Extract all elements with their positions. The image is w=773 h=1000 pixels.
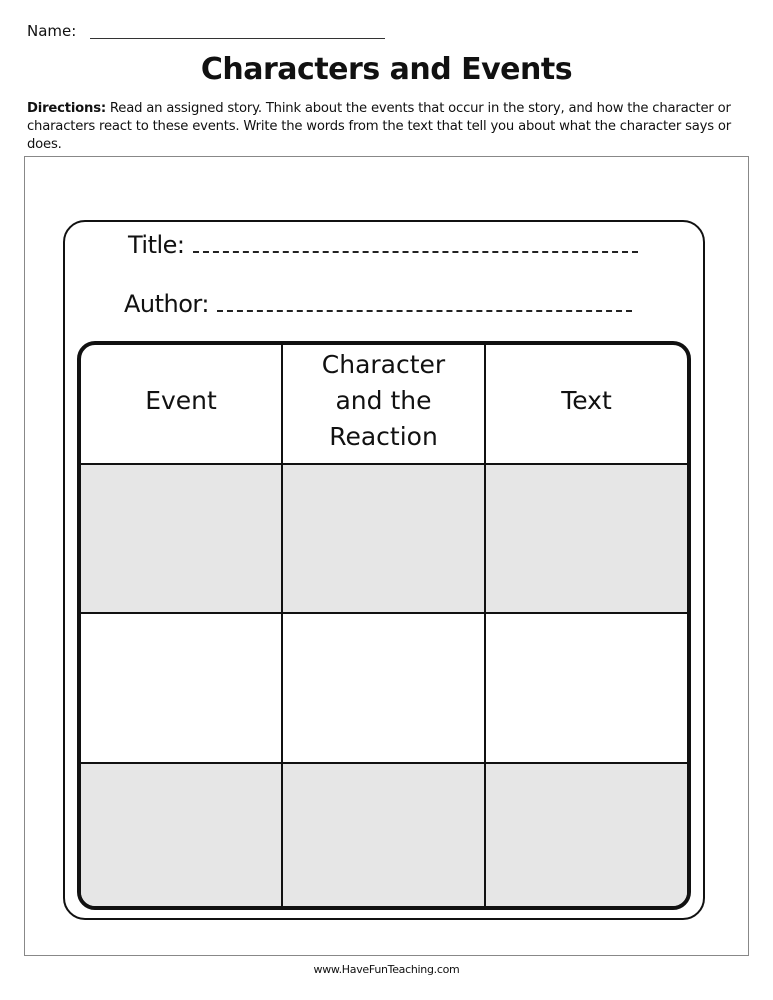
directions: [27, 100, 742, 154]
table-cell-event-1[interactable]: [81, 465, 283, 614]
table-cell-text-1[interactable]: [486, 465, 687, 614]
table-cell-event-2[interactable]: [81, 614, 283, 764]
name-label: Name:: [27, 22, 77, 40]
directions-text: Read an assigned story. Think about the events that occur in the story, and how the character or characters react to these events. Write the words from the text that tell you about what the character says or does.: [27, 101, 731, 152]
column-header-character-reaction: [283, 345, 486, 465]
footer-website: www.HaveFunTeaching.com: [313, 963, 460, 976]
title-field: [128, 231, 638, 259]
header-line: Text: [561, 386, 612, 415]
author-field: [124, 290, 632, 318]
column-header-text: [486, 345, 687, 465]
title-input-line[interactable]: [193, 251, 638, 253]
header-line: Character: [321, 350, 446, 379]
header-line: Reaction: [329, 422, 438, 451]
header-line: Event: [145, 386, 217, 415]
table-cell-reaction-1[interactable]: [283, 465, 486, 614]
author-input-line[interactable]: [217, 310, 632, 312]
page-title: Characters and Events: [200, 52, 573, 87]
table-cell-text-2[interactable]: [486, 614, 687, 764]
header-line: and the: [335, 386, 432, 415]
title-label: Title:: [128, 231, 185, 259]
directions-label: Directions:: [27, 101, 106, 116]
events-table: [77, 341, 691, 910]
author-label: Author:: [124, 290, 209, 318]
name-input-line[interactable]: [90, 38, 385, 39]
table-cell-reaction-2[interactable]: [283, 614, 486, 764]
column-header-event: [81, 345, 283, 465]
table-cell-event-3[interactable]: [81, 764, 283, 906]
table-cell-reaction-3[interactable]: [283, 764, 486, 906]
table-cell-text-3[interactable]: [486, 764, 687, 906]
